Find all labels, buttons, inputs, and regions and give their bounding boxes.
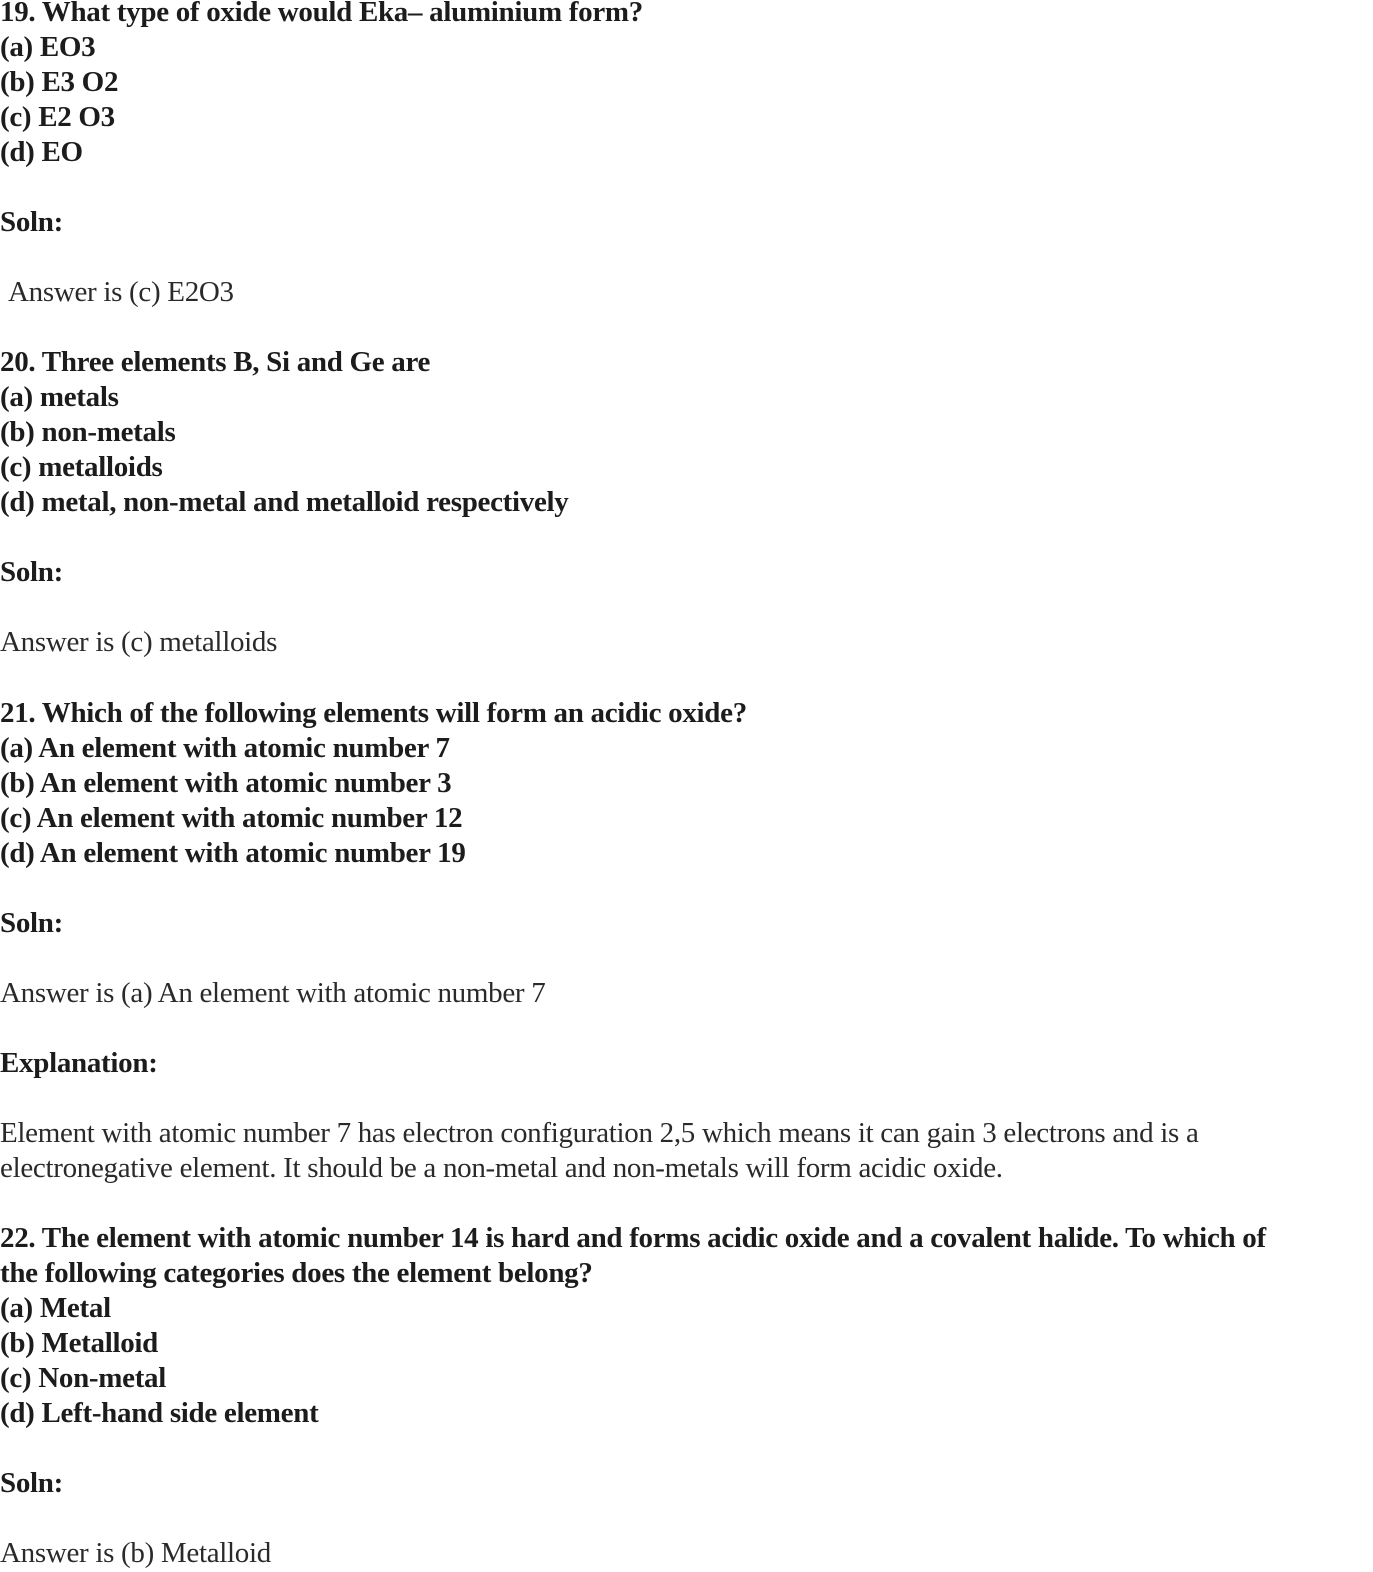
option-a: (a) An element with atomic number 7 bbox=[0, 732, 450, 764]
option-b: (b) E3 O2 bbox=[0, 66, 119, 98]
explanation-line-2: electronegative element. It should be a non-metal and non-metals will form acidic oxide. bbox=[0, 1152, 1003, 1184]
option-d: (d) metal, non-metal and metalloid respectively bbox=[0, 486, 569, 518]
answer-text: Answer is (c) E2O3 bbox=[8, 276, 234, 308]
option-a: (a) EO3 bbox=[0, 31, 96, 63]
question-text: 20. Three elements B, Si and Ge are bbox=[0, 346, 431, 378]
question-text-line-1: 22. The element with atomic number 14 is hard and forms acidic oxide and a covalent halide. To which of bbox=[0, 1222, 1266, 1254]
option-b: (b) An element with atomic number 3 bbox=[0, 767, 452, 799]
option-a: (a) metals bbox=[0, 381, 119, 413]
option-d: (d) An element with atomic number 19 bbox=[0, 837, 466, 869]
option-c: (c) Non-metal bbox=[0, 1362, 167, 1394]
explanation-line-1: Element with atomic number 7 has electron configuration 2,5 which means it can gain 3 electrons and is a bbox=[0, 1117, 1199, 1149]
answer-text: Answer is (c) metalloids bbox=[0, 626, 278, 658]
answer-text: Answer is (a) An element with atomic number 7 bbox=[0, 977, 546, 1009]
option-b: (b) Metalloid bbox=[0, 1327, 158, 1359]
option-a: (a) Metal bbox=[0, 1292, 111, 1324]
answer-text: Answer is (b) Metalloid bbox=[0, 1537, 271, 1569]
soln-label: Soln: bbox=[0, 556, 63, 588]
explanation-label: Explanation: bbox=[0, 1047, 158, 1079]
question-text: 19. What type of oxide would Eka– aluminium form? bbox=[0, 0, 643, 28]
option-b: (b) non-metals bbox=[0, 416, 176, 448]
option-c: (c) E2 O3 bbox=[0, 101, 115, 133]
soln-label: Soln: bbox=[0, 1467, 63, 1499]
option-d: (d) Left-hand side element bbox=[0, 1397, 319, 1429]
question-text: 21. Which of the following elements will form an acidic oxide? bbox=[0, 697, 747, 729]
option-c: (c) metalloids bbox=[0, 451, 163, 483]
soln-label: Soln: bbox=[0, 206, 63, 238]
option-c: (c) An element with atomic number 12 bbox=[0, 802, 463, 834]
question-text-line-2: the following categories does the element belong? bbox=[0, 1257, 593, 1289]
option-d: (d) EO bbox=[0, 136, 83, 168]
soln-label: Soln: bbox=[0, 907, 63, 939]
